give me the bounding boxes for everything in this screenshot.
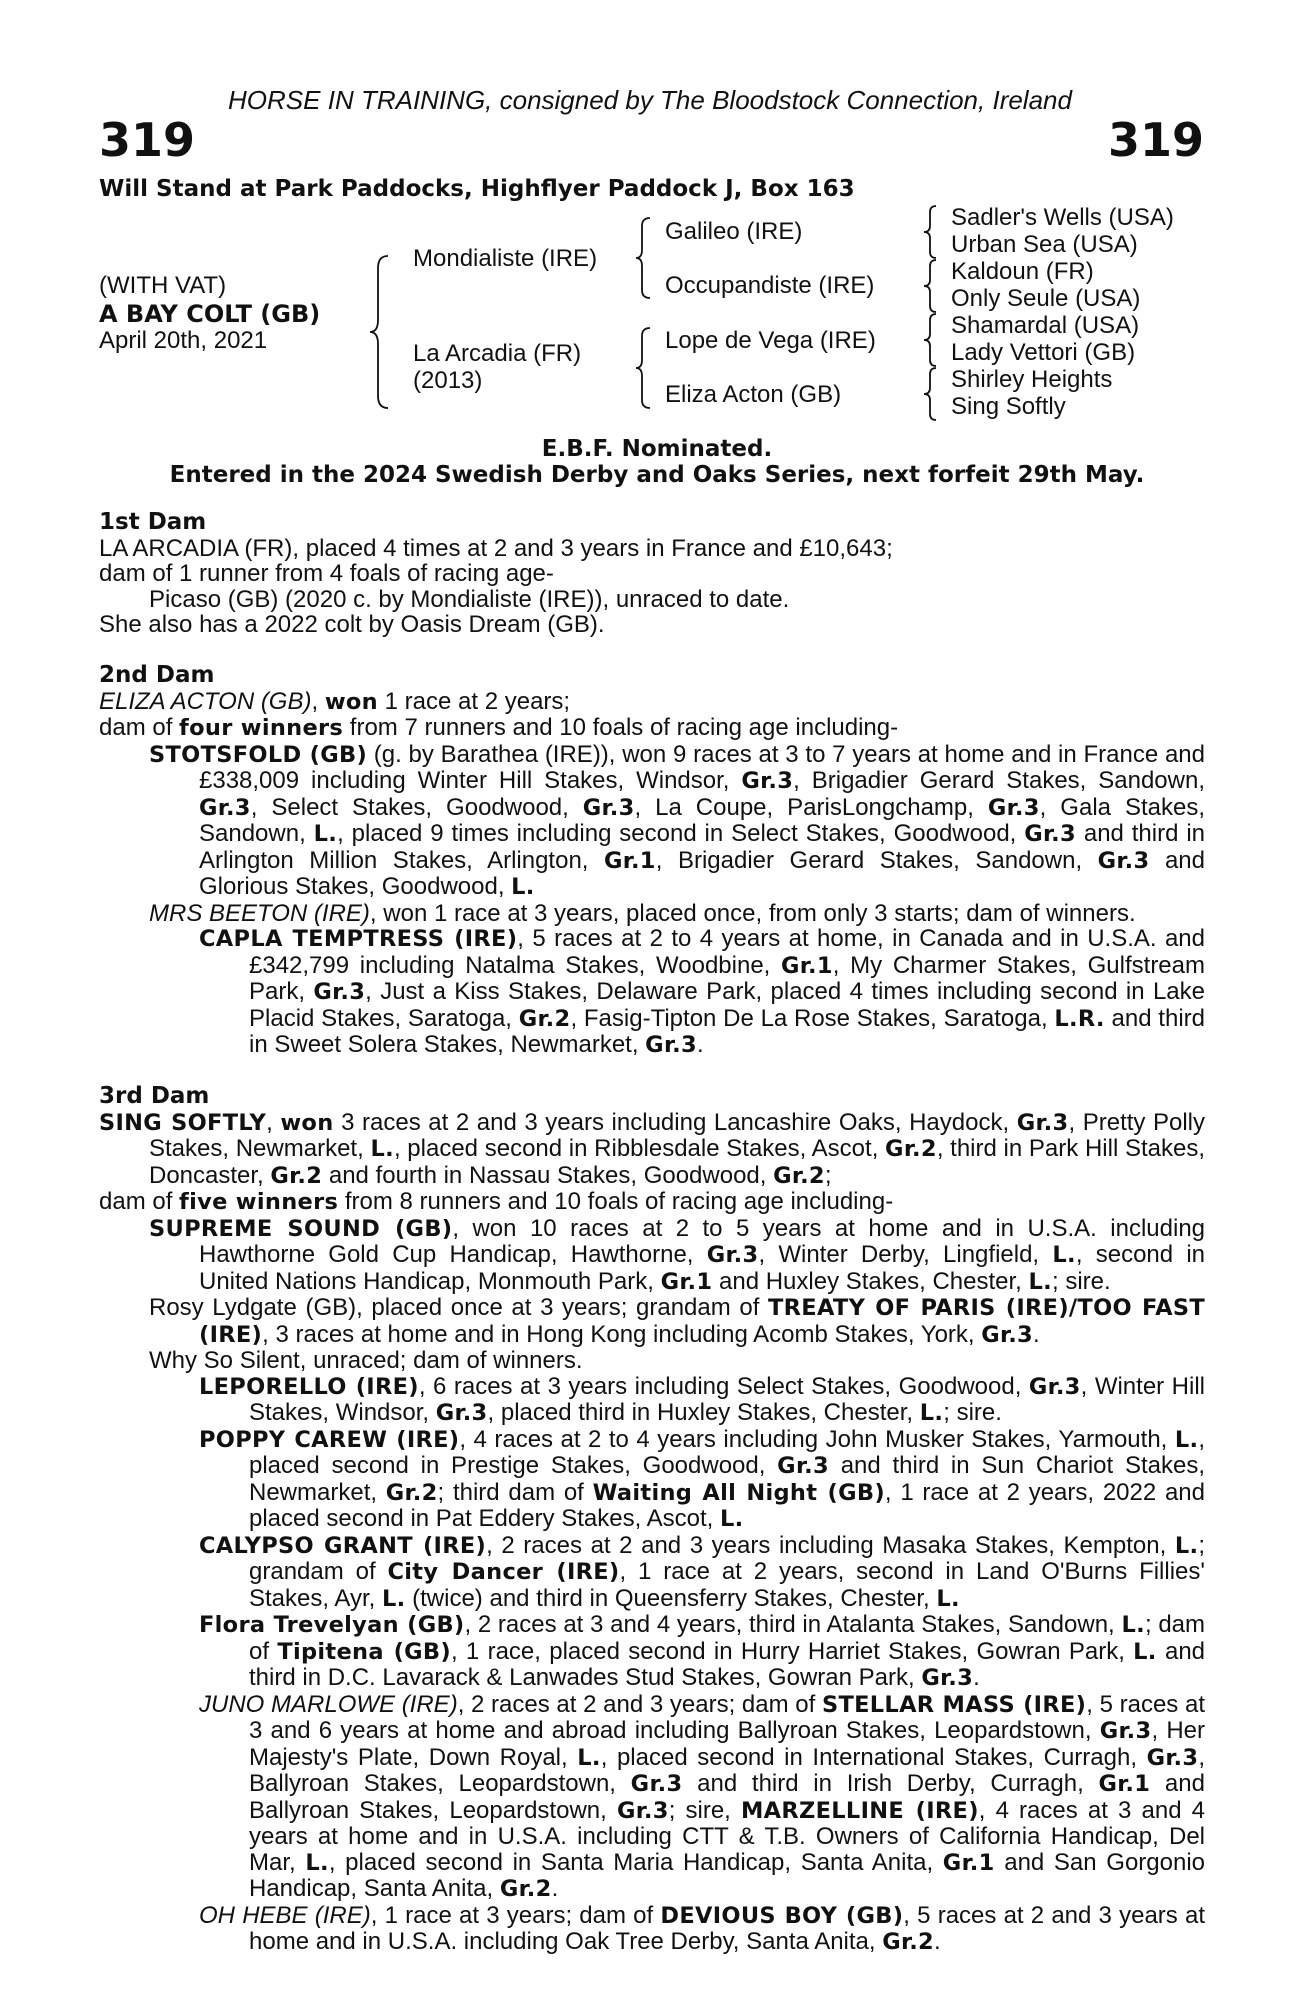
dam-name: La Arcadia (FR) <box>413 340 582 367</box>
dam-dam-name: Eliza Acton (GB) <box>665 381 842 408</box>
ggp-dam-dam-sire: Shirley Heights <box>951 366 1113 393</box>
first-dam-note: She also has a 2022 colt by Oasis Dream (GB). <box>99 611 605 638</box>
vat-label: (WITH VAT) <box>99 272 227 299</box>
second-dam-record: ELIZA ACTON (GB), won 1 race at 2 years; <box>99 687 571 715</box>
produce-record <box>99 510 1205 1956</box>
produce-entry: Flora Trevelyan (GB), 2 races at 3 and 4 years, third in Atalanta Stakes, Sandown, L.; dam of Tipitena (GB), 1 race, placed second in Hurry Harriet Stakes, Gowran Park, L. and third in D.C. Lavarack & Lanwades Stud Stakes, Gowran Park, Gr.3. <box>199 1611 1206 1691</box>
first-dam-produce: dam of 1 runner from 4 foals of racing age- <box>99 560 554 587</box>
produce-entry: CAPLA TEMPTRESS (IRE), 5 races at 2 to 4 years at home, in Canada and in U.S.A. and £342,799 including Natalma Stakes, Woodbine, Gr.1, My Charmer Stakes, Gulfstream Park, Gr.3, Just a Kiss Stakes, Delaware Park, placed 4 times including second in Lake Placid Stakes, Saratoga, Gr.2, Fasig-Tipton De La Rose Stakes, Saratoga, L.R. and third in Sweet Solera Stakes, Newmarket, Gr.3. <box>199 925 1205 1058</box>
entries-note: Entered in the 2024 Swedish Derby and Oaks Series, next forfeit 29th May. <box>169 462 1145 488</box>
ggp-dam-dam-dam: Sing Softly <box>951 393 1066 420</box>
third-dam-record: SING SOFTLY, won 3 races at 2 and 3 years including Lancashire Oaks, Haydock, Gr.3, Pretty Polly Stakes, Newmarket, L., placed second in Ribblesdale Stakes, Ascot, Gr.2, third in Park Hill Stakes, Doncaster, Gr.2 and fourth in Nassau Stakes, Goodwood, Gr.2; <box>99 1108 1205 1189</box>
sire-name: Mondialiste (IRE) <box>413 245 598 272</box>
produce-entry: JUNO MARLOWE (IRE), 2 races at 2 and 3 years; dam of STELLAR MASS (IRE), 5 races at 3 and 6 years at home and abroad including Ballyroan Stakes, Leopardstown, Gr.3, Her Majesty's Plate, Down Royal, L., placed second in International Stakes, Curragh, Gr.3, Ballyroan Stakes, Leopardstown, Gr.3 and third in Irish Derby, Curragh, Gr.1 and Ballyroan Stakes, Leopardstown, Gr.3; sire, MARZELLINE (IRE), 4 races at 3 and 4 years at home and in U.S.A. including CTT & T.B. Owners of California Handicap, Del Mar, L., placed second in Santa Maria Handicap, Santa Anita, Gr.1 and San Gorgonio Handicap, Santa Anita, Gr.2. <box>199 1690 1206 1902</box>
second-dam-produce: dam of four winners from 7 runners and 10 foals of racing age including- <box>99 714 899 741</box>
sire-dam-name: Occupandiste (IRE) <box>665 272 875 299</box>
dam-year: (2013) <box>413 367 483 394</box>
foal-entry: Picaso (GB) (2020 c. by Mondialiste (IRE)), unraced to date. <box>149 585 790 613</box>
produce-entry: CALYPSO GRANT (IRE), 2 races at 2 and 3 years including Masaka Stakes, Kempton, L.; grandam of City Dancer (IRE), 1 race at 2 years, second in Land O'Burns Fillies' Stakes, Ayr, L. (twice) and third in Queensferry Stakes, Chester, L. <box>199 1531 1205 1612</box>
produce-entry: SUPREME SOUND (GB), won 10 races at 2 to 5 years at home and in U.S.A. including Hawthorne Gold Cup Handicap, Hawthorne, Gr.3, Winter Derby, Lingfield, L., second in United Nations Handicap, Monmouth Park, Gr.1 and Huxley Stakes, Chester, L.; sire. <box>149 1214 1206 1295</box>
brace-icon <box>368 254 392 410</box>
horse-name: A BAY COLT (GB) <box>99 300 321 328</box>
brace-icon <box>922 204 940 260</box>
brace-icon <box>634 326 654 410</box>
ggp-sire-dam-dam: Only Seule (USA) <box>951 285 1141 312</box>
first-dam-record: LA ARCADIA (FR), placed 4 times at 2 and 3 years in France and £10,643; <box>99 534 893 562</box>
consignment-line: HORSE IN TRAINING, consigned by The Bloodstock Connection, Ireland <box>228 85 1072 115</box>
produce-entry: STOTSFOLD (GB) (g. by Barathea (IRE)), won 9 races at 3 to 7 years at home and in France and £338,009 including Winter Hill Stakes, Windsor, Gr.3, Brigadier Gerard Stakes, Sandown, Gr.3, Select Stakes, Goodwood, Gr.3, La Coupe, ParisLongchamp, Gr.3, Gala Stakes, Sandown, L., placed 9 times including second in Select Stakes, Goodwood, Gr.3 and third in Arlington Million Stakes, Arlington, Gr.1, Brigadier Gerard Stakes, Sandown, Gr.3 and Glorious Stakes, Goodwood, L. <box>149 740 1206 900</box>
third-dam-produce: dam of five winners from 8 runners and 10 foals of racing age including- <box>99 1188 894 1215</box>
stand-location: Will Stand at Park Paddocks, Highflyer Paddock J, Box 163 <box>99 176 855 202</box>
ggp-dam-sire-dam: Lady Vettori (GB) <box>951 339 1136 366</box>
sire-sire-name: Galileo (IRE) <box>665 218 803 245</box>
dam-sire-name: Lope de Vega (IRE) <box>665 327 876 354</box>
produce-entry: POPPY CAREW (IRE), 4 races at 2 to 4 years including John Musker Stakes, Yarmouth, L., placed second in Prestige Stakes, Goodwood, Gr.3 and third in Sun Chariot Stakes, Newmarket, Gr.2; third dam of Waiting All Night (GB), 1 race at 2 years, 2022 and placed second in Pat Eddery Stakes, Ascot, L. <box>199 1425 1205 1532</box>
produce-entry: MRS BEETON (IRE), won 1 race at 3 years, placed once, from only 3 starts; dam of winners. <box>149 899 1136 927</box>
produce-entry: OH HEBE (IRE), 1 race at 3 years; dam of DEVIOUS BOY (GB), 5 races at 2 and 3 years at home and in U.S.A. including Oak Tree Derby, Santa Anita, Gr.2. <box>199 1901 1205 1955</box>
ebf-note: E.B.F. Nominated. <box>541 436 773 462</box>
brace-icon <box>922 366 940 422</box>
brace-icon <box>922 312 940 368</box>
produce-entry: Why So Silent, unraced; dam of winners. <box>149 1347 583 1374</box>
ggp-sire-dam-sire: Kaldoun (FR) <box>951 258 1094 285</box>
brace-icon <box>634 216 654 300</box>
produce-entry: LEPORELLO (IRE), 6 races at 3 years including Select Stakes, Goodwood, Gr.3, Winter Hill Stakes, Windsor, Gr.3, placed third in Huxley Stakes, Chester, L.; sire. <box>199 1372 1205 1426</box>
brace-icon <box>922 258 940 314</box>
pedigree-chart <box>0 0 1314 430</box>
lot-number-right: 319 <box>1107 113 1204 167</box>
ggp-sire-sire-dam: Urban Sea (USA) <box>951 231 1138 258</box>
ggp-dam-sire-sire: Shamardal (USA) <box>951 312 1140 339</box>
second-dam-heading: 2nd Dam <box>99 662 215 688</box>
first-dam-heading: 1st Dam <box>99 509 207 535</box>
ggp-sire-sire-sire: Sadler's Wells (USA) <box>951 204 1174 231</box>
third-dam-heading: 3rd Dam <box>99 1083 210 1109</box>
foaling-date: April 20th, 2021 <box>99 327 268 354</box>
produce-entry: Rosy Lydgate (GB), placed once at 3 years; grandam of TREATY OF PARIS (IRE)/TOO FAST (IRE), 3 races at home and in Hong Kong including Acomb Stakes, York, Gr.3. <box>149 1294 1205 1348</box>
lot-number-left: 319 <box>99 113 196 167</box>
